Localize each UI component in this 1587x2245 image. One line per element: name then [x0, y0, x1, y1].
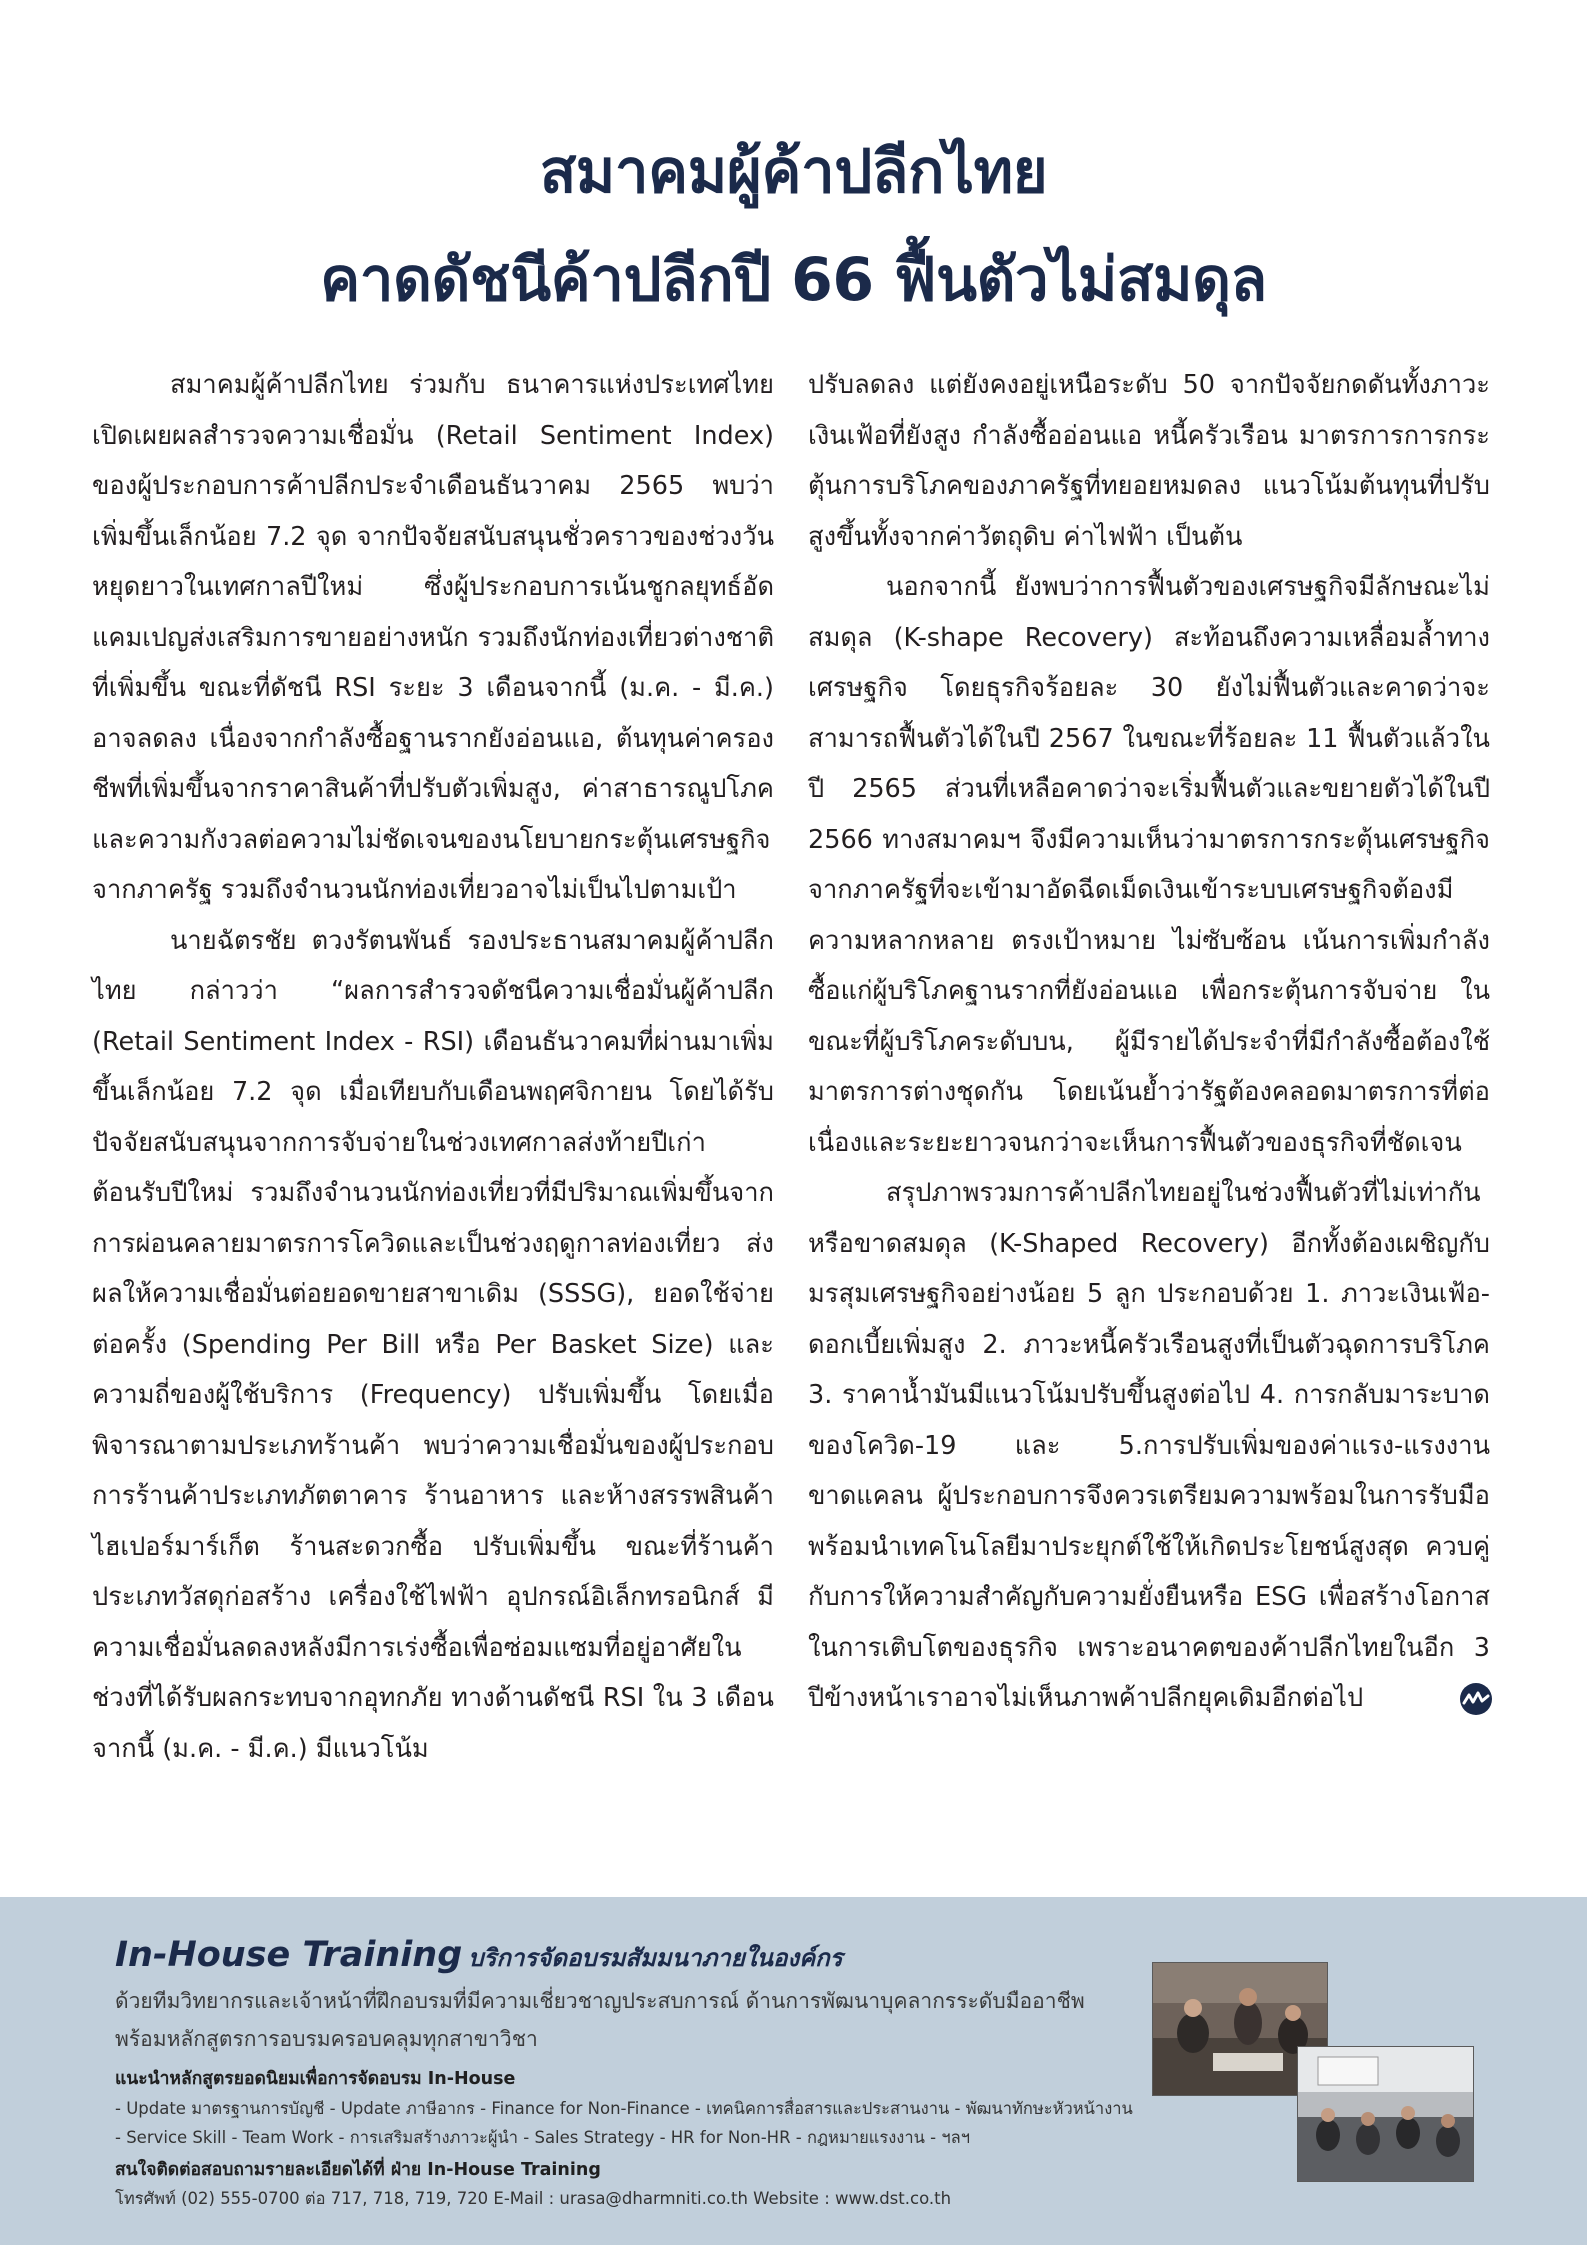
wave-logo-icon: [1381, 1682, 1415, 1716]
banner-title-sub: บริการจัดอบรมสัมมนาภายในองค์กร: [468, 1944, 843, 1972]
banner-courses-1: - Update มาตรฐานการบัญชี - Update ภาษีอากร - Finance for Non-Finance - เทคนิคการสื่อสารและประสานงาน - พัฒนาทักษะหัวหน้างาน: [115, 2099, 1133, 2118]
training-photo-2: [1297, 2046, 1474, 2182]
headline: [0, 118, 1587, 334]
article-paragraph-last: [808, 1168, 1490, 1724]
article-paragraph: ปรับลดลง แต่ยังคงอยู่เหนือระดับ 50 จากปัจจัยกดดันทั้งภาวะเงินเฟ้อที่ยังสูง กำลังซื้ออ่อนแอ หนี้ครัวเรือน มาตรการการกระตุ้นการบริโภคของภาครัฐที่ทยอยหมดลง แนวโน้มต้นทุนที่ปรับสูงขึ้นทั้งจากค่าวัตถุดิบ ค่าไฟฟ้า เป็นต้น: [808, 370, 1490, 552]
article-paragraph: สมาคมผู้ค้าปลีกไทย ร่วมกับ ธนาคารแห่งประเทศไทย เปิดเผยผลสำรวจความเชื่อมั่น (Retail Sentiment Index) ของผู้ประกอบการค้าปลีกประจำเดือนธันวาคม 2565 พบว่าเพิ่มขึ้นเล็กน้อย 7.2 จุด จากปัจจัยสนับสนุนชั่วคราวของช่วงวันหยุดยาวในเทศกาลปีใหม่ ซึ่งผู้ประกอบการเน้นชูกลยุทธ์อัดแคมเปญส่งเสริมการขายอย่างหนัก รวมถึงนักท่องเที่ยวต่างชาติที่เพิ่มขึ้น ขณะที่ดัชนี RSI ระยะ 3 เดือนจากนี้ (ม.ค. - มี.ค.) อาจลดลง เนื่องจากกำลังซื้อฐานรากยังอ่อนแอ, ต้นทุนค่าครองชีพที่เพิ่มขึ้นจากราคาสินค้าที่ปรับตัวเพิ่มสูง, ค่าสาธารณูปโภค และความกังวลต่อความไม่ชัดเจนของนโยบายกระตุ้นเศรษฐกิจจากภาครัฐ รวมถึงจำนวนนักท่องเที่ยวอาจไม่เป็นไปตามเป้า: [92, 370, 774, 905]
article-left-column: [92, 360, 774, 1774]
banner-description-1: ด้วยทีมวิทยากรและเจ้าหน้าที่ฝึกอบรมที่มีความเชี่ยวชาญประสบการณ์ ด้านการพัฒนาบุคลากรระดับมืออาชีพ: [115, 1989, 1085, 2013]
article-right-column: [808, 360, 1490, 1724]
banner-description-2: พร้อมหลักสูตรการอบรมครอบคลุมทุกสาขาวิชา: [115, 2027, 538, 2051]
article-paragraph: นอกจากนี้ ยังพบว่าการฟื้นตัวของเศรษฐกิจมีลักษณะไม่สมดุล (K-shape Recovery) สะท้อนถึงความเหลื่อมล้ำทางเศรษฐกิจ โดยธุรกิจร้อยละ 30 ยังไม่ฟื้นตัวและคาดว่าจะสามารถฟื้นตัวได้ในปี 2567 ในขณะที่ร้อยละ 11 ฟื้นตัวแล้วในปี 2565 ส่วนที่เหลือคาดว่าจะเริ่มฟื้นตัวและขยายตัวได้ในปี 2566 ทางสมาคมฯ จึงมีความเห็นว่ามาตรการกระตุ้นเศรษฐกิจจากภาครัฐที่จะเข้ามาอัดฉีดเม็ดเงินเข้าระบบเศรษฐกิจต้องมีความหลากหลาย ตรงเป้าหมาย ไม่ซับซ้อน เน้นการเพิ่มกำลังซื้อแก่ผู้บริโภคฐานรากที่ยังอ่อนแอ เพื่อกระตุ้นการจับจ่าย ในขณะที่ผู้บริโภคระดับบน, ผู้มีรายได้ประจำที่มีกำลังซื้อต้องใช้มาตรการต่างชุดกัน โดยเน้นย้ำว่ารัฐต้องคลอดมาตรการที่ต่อเนื่องและระยะยาวจนกว่าจะเห็นการฟื้นตัวของธุรกิจที่ชัดเจน: [808, 572, 1490, 1158]
banner-recommend-heading: แนะนำหลักสูตรยอดนิยมเพื่อการจัดอบรม In-House: [115, 2069, 516, 2089]
article-paragraph-text: สรุปภาพรวมการค้าปลีกไทยอยู่ในช่วงฟื้นตัวที่ไม่เท่ากัน หรือขาดสมดุล (K-Shaped Recovery) อีกทั้งต้องเผชิญกับมรสุมเศรษฐกิจอย่างน้อย 5 ลูก ประกอบด้วย 1. ภาวะเงินเฟ้อ-ดอกเบี้ยเพิ่มสูง 2. ภาวะหนี้ครัวเรือนสูงที่เป็นตัวฉุดการบริโภค 3. ราคาน้ำมันมีแนวโน้มปรับขึ้นสูงต่อไป 4. การกลับมาระบาดของโควิด-19 และ 5.การปรับเพิ่มของค่าแรง-แรงงานขาดแคลน ผู้ประกอบการจึงควรเตรียมความพร้อมในการรับมือ พร้อมนำเทคโนโลยีมาประยุกต์ใช้ให้เกิดประโยชน์สูงสุด ควบคู่กับการให้ความสำคัญกับความยั่งยืนหรือ ESG เพื่อสร้างโอกาสในการเติบโตของธุรกิจ เพราะอนาคตของค้าปลีกไทยในอีก 3 ปีข้างหน้าเราอาจไม่เห็นภาพค้าปลีกยุคเดิมอีกต่อไป: [808, 1178, 1490, 1713]
article-paragraph: นายฉัตรชัย ตวงรัตนพันธ์ รองประธานสมาคมผู้ค้าปลีกไทย กล่าวว่า “ผลการสำรวจดัชนีความเชื่อมั่นผู้ค้าปลีก (Retail Sentiment Index - RSI) เดือนธันวาคมที่ผ่านมาเพิ่มขึ้นเล็กน้อย 7.2 จุด เมื่อเทียบกับเดือนพฤศจิกายน โดยได้รับปัจจัยสนับสนุนจากการจับจ่ายในช่วงเทศกาลส่งท้ายปีเก่าต้อนรับปีใหม่ รวมถึงจำนวนนักท่องเที่ยวที่มีปริมาณเพิ่มขึ้นจากการผ่อนคลายมาตรการโควิดและเป็นช่วงฤดูกาลท่องเที่ยว ส่งผลให้ความเชื่อมั่นต่อยอดขายสาขาเดิม (SSSG), ยอดใช้จ่ายต่อครั้ง (Spending Per Bill หรือ Per Basket Size) และความถี่ของผู้ใช้บริการ (Frequency) ปรับเพิ่มขึ้น โดยเมื่อพิจารณาตามประเภทร้านค้า พบว่าความเชื่อมั่นของผู้ประกอบการร้านค้าประเภทภัตตาคาร ร้านอาหาร และห้างสรรพสินค้า ไฮเปอร์มาร์เก็ต ร้านสะดวกซื้อ ปรับเพิ่มขึ้น ขณะที่ร้านค้าประเภทวัสดุก่อสร้าง เครื่องใช้ไฟฟ้า อุปกรณ์อิเล็กทรอนิกส์ มีความเชื่อมั่นลดลงหลังมีการเร่งซื้อเพื่อซ่อมแซมที่อยู่อาศัยในช่วงที่ได้รับผลกระทบจากอุทกภัย ทางด้านดัชนี RSI ใน 3 เดือนจากนี้ (ม.ค. - มี.ค.) มีแนวโน้ม: [92, 925, 774, 1764]
banner-contact-heading: สนใจติดต่อสอบถามรายละเอียดได้ที่ ฝ่าย In-House Training: [115, 2160, 601, 2180]
banner-contact-info: โทรศัพท์ (02) 555-0700 ต่อ 717, 718, 719, 720 E-Mail : urasa@dharmniti.co.th Website : www.dst.co.th: [115, 2189, 952, 2208]
banner-title: [115, 1935, 843, 1977]
banner-title-main: In-House Training: [115, 1935, 463, 1975]
headline-line-1: สมาคมผู้ค้าปลีกไทย: [539, 137, 1048, 207]
headline-line-2: คาดดัชนีค้าปลีกปี 66 ฟื้นตัวไม่สมดุล: [320, 245, 1267, 315]
banner-courses-2: - Service Skill - Team Work - การเสริมสร้างภาวะผู้นำ - Sales Strategy - HR for Non-HR - กฎหมายแรงงาน - ฯลฯ: [115, 2128, 970, 2147]
